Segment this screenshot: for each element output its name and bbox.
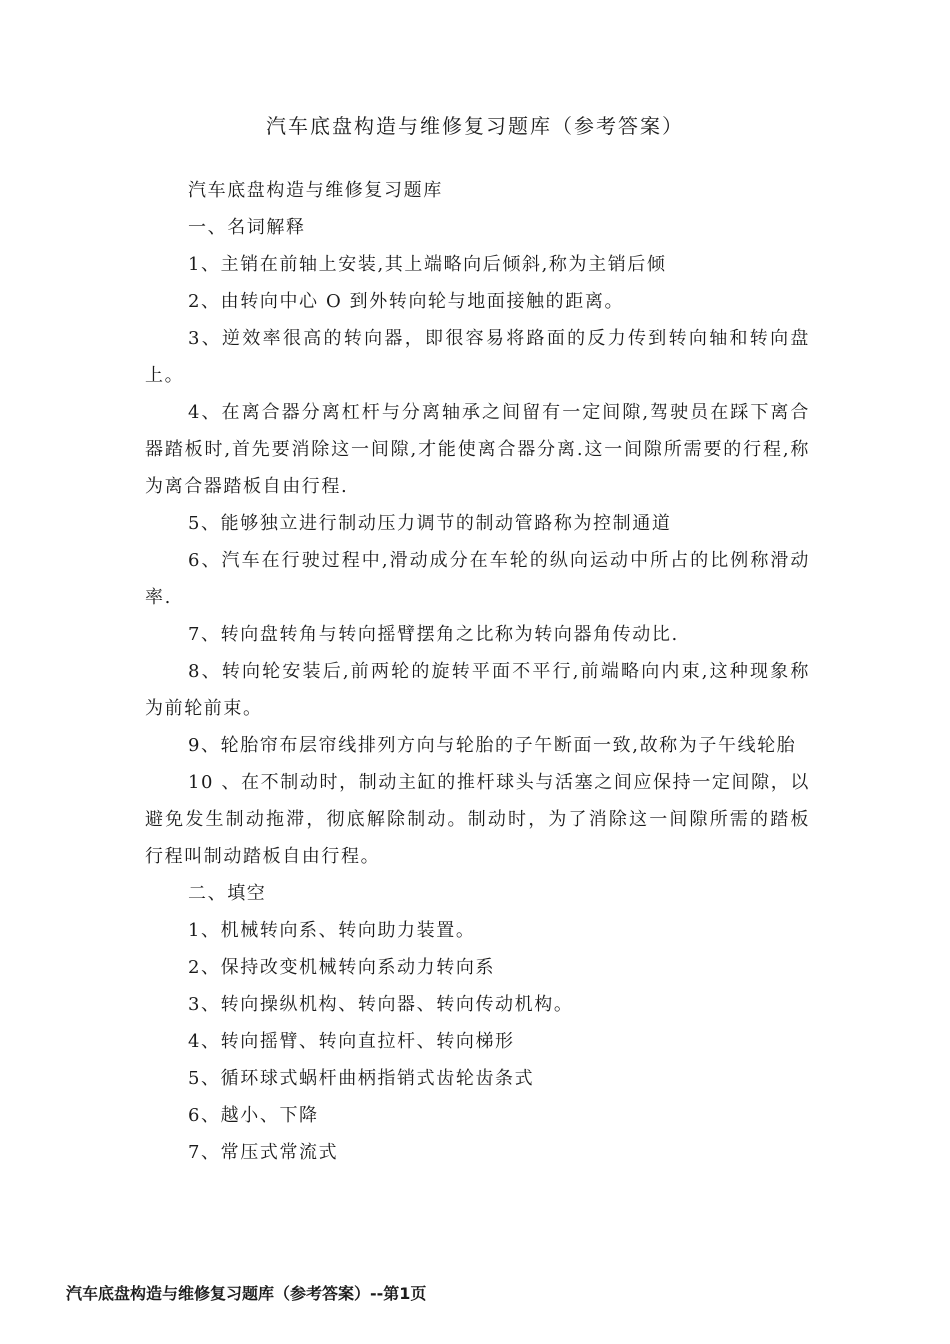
answer-paragraph: 2、由转向中心 O 到外转向轮与地面接触的距离。 [188,291,625,312]
answer-paragraph: 8、转向轮安装后,前两轮的旋转平面不平行,前端略向内束,这种现象称为前轮前束。 [145,661,810,719]
answer-paragraph: 4、在离合器分离杠杆与分离轴承之间留有一定间隙,驾驶员在踩下离合器踏板时,首先要消除这一间隙,才能使离合器分离.这一间隙所需要的行程,称为离合器踏板自由行程. [145,402,810,497]
answer-paragraph: 2、保持改变机械转向系动力转向系 [188,957,496,978]
answer-paragraph: 6、汽车在行驶过程中,滑动成分在车轮的纵向运动中所占的比例称滑动率. [145,550,810,608]
answer-paragraph: 3、转向操纵机构、转向器、转向传动机构。 [188,994,574,1015]
answer-paragraph: 5、循环球式蜗杆曲柄指销式齿轮齿条式 [188,1068,535,1089]
answer-paragraph: 9、轮胎帘布层帘线排列方向与轮胎的子午断面一致,故称为子午线轮胎 [188,735,797,756]
answer-paragraph: 6、越小、下降 [188,1105,319,1126]
document-body [145,172,810,1171]
answer-paragraph: 3、逆效率很高的转向器，即很容易将路面的反力传到转向轴和转向盘上。 [145,328,810,386]
section-heading: 汽车底盘构造与维修复习题库 [188,180,443,201]
answer-paragraph: 5、能够独立进行制动压力调节的制动管路称为控制通道 [188,513,672,534]
section-heading: 一、名词解释 [188,217,306,238]
section-heading: 二、填空 [188,883,267,904]
answer-paragraph: 1、主销在前轴上安装,其上端略向后倾斜,称为主销后倾 [188,254,667,275]
document-title: 汽车底盘构造与维修复习题库（参考答案） [266,114,684,138]
answer-paragraph: 4、转向摇臂、转向直拉杆、转向梯形 [188,1031,515,1052]
answer-paragraph: 7、常压式常流式 [188,1142,339,1163]
answer-paragraph: 1、机械转向系、转向助力装置。 [188,920,476,941]
answer-paragraph: 10 、在不制动时，制动主缸的推杆球头与活塞之间应保持一定间隙，以避免发生制动拖滞，彻底解除制动。制动时，为了消除这一间隙所需的踏板行程叫制动踏板自由行程。 [145,772,810,867]
page-footer: 汽车底盘构造与维修复习题库（参考答案）--第1页 [66,1284,427,1303]
answer-paragraph: 7、转向盘转角与转向摇臂摆角之比称为转向器角传动比. [188,624,679,645]
